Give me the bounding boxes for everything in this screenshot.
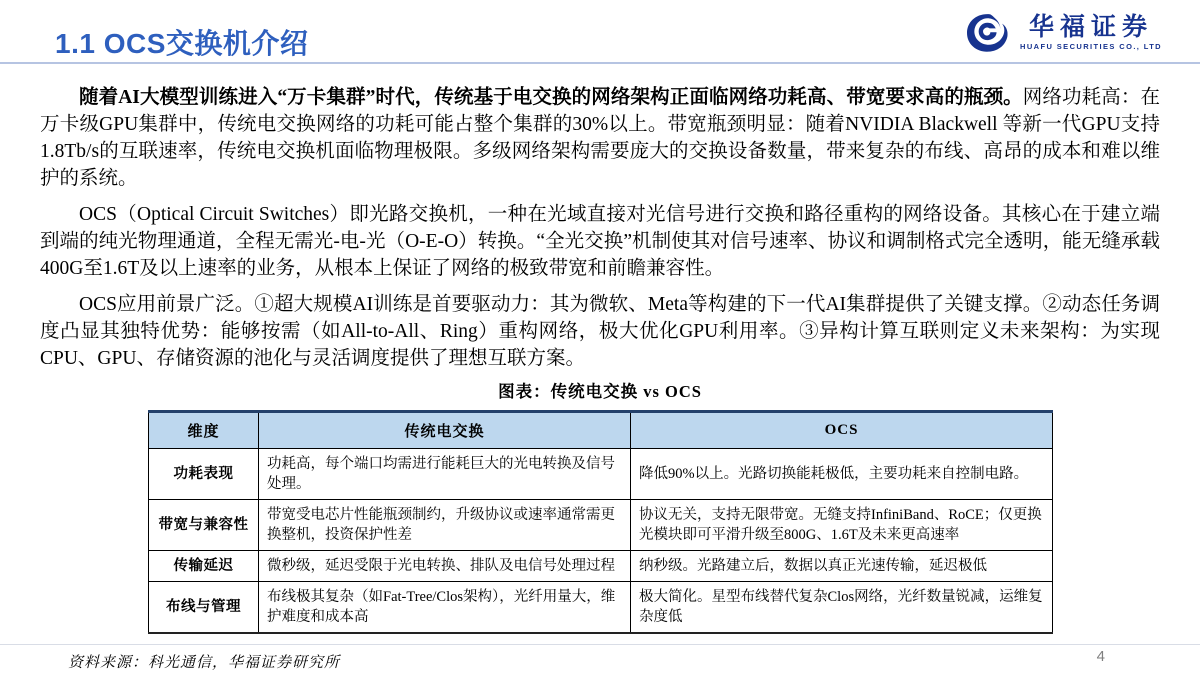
huafu-logo — [964, 12, 1162, 54]
row-bandwidth-ocs: 协议无关，支持无限带宽。无缝支持InfiniBand、RoCE；仅更换光模块即可平滑升级至800G、1.6T及未来更高速率 — [631, 500, 1053, 551]
table-row — [149, 582, 1053, 634]
body-content — [40, 84, 1160, 381]
row-latency-electrical: 微秒级，延迟受限于光电转换、排队及电信号处理过程 — [259, 551, 631, 582]
header-dimension: 维度 — [149, 412, 259, 449]
row-latency-ocs: 纳秒级。光路建立后，数据以真正光速传输，延迟极低 — [631, 551, 1053, 582]
comparison-table — [148, 410, 1053, 634]
row-bandwidth-dim: 带宽与兼容性 — [149, 500, 259, 551]
row-power-ocs: 降低90%以上。光路切换能耗极低，主要功耗来自控制电路。 — [631, 449, 1053, 500]
table-header-row — [149, 412, 1053, 449]
header-ocs: OCS — [631, 412, 1053, 449]
row-latency-dim: 传输延迟 — [149, 551, 259, 582]
logo-name-cn: 华福证券 — [1029, 14, 1154, 42]
paragraph-bottleneck — [40, 84, 1160, 192]
row-cabling-dim: 布线与管理 — [149, 582, 259, 634]
table-row — [149, 449, 1053, 500]
row-cabling-ocs: 极大简化。星型布线替代复杂Clos网络，光纤数量锐减，运维复杂度低 — [631, 582, 1053, 634]
title-divider — [0, 62, 1200, 64]
paragraph-bottleneck-lead: 随着AI大模型训练进入“万卡集群”时代，传统基于电交换的网络架构正面临网络功耗高、带宽要求高的瓶颈。 — [79, 87, 1023, 108]
row-bandwidth-electrical: 带宽受电芯片性能瓶颈制约，升级协议或速率通常需更换整机，投资保护性差 — [259, 500, 631, 551]
table-row — [149, 500, 1053, 551]
page-title: 1.1 OCS交换机介绍 — [55, 28, 309, 59]
footer-divider — [0, 644, 1200, 645]
logo-name-en: HUAFU SECURITIES CO., LTD — [1020, 42, 1162, 52]
header-electrical: 传统电交换 — [259, 412, 631, 449]
table-row — [149, 551, 1053, 582]
huafu-swirl-icon — [964, 12, 1012, 54]
page-number: 4 — [1096, 648, 1105, 665]
row-power-electrical: 功耗高，每个端口均需进行能耗巨大的光电转换及信号处理。 — [259, 449, 631, 500]
row-power-dim: 功耗表现 — [149, 449, 259, 500]
paragraph-ocs-applications: OCS应用前景广泛。①超大规模AI训练是首要驱动力：其为微软、Meta等构建的下一代AI集群提供了关键支撑。②动态任务调度凸显其独特优势：能够按需（如All-to-All、Ring）重构网络，极大优化GPU利用率。③异构计算互联则定义未来架构：为实现CPU、GPU、存储资源的池化与灵活调度提供了理想互联方案。 — [40, 294, 1160, 369]
source-note: 资料来源：科光通信，华福证券研究所 — [68, 655, 341, 671]
paragraph-bottleneck-rest: 网络功耗高：在万卡级GPU集群中，传统电交换网络的功耗可能占整个集群的30%以上。带宽瓶颈明显：随着NVIDIA Blackwell 等新一代GPU支持1.8Tb/s的互联速率，传统电交换机面临物理极限。多级网络架构需要庞大的交换设备数量，带来复杂的布线、高昂的成本和难以维护的系统。 — [40, 87, 1160, 189]
paragraph-ocs-definition: OCS（Optical Circuit Switches）即光路交换机，一种在光域直接对光信号进行交换和路径重构的网络设备。其核心在于建立端到端的纯光物理通道，全程无需光-电-光（O-E-O）转换。“全光交换”机制使其对信号速率、协议和调制格式完全透明，能无缝承载400G至1.6T及以上速率的业务，从根本上保证了网络的极致带宽和前瞻兼容性。 — [40, 204, 1160, 279]
table-caption: 图表：传统电交换 vs OCS — [498, 382, 702, 401]
row-cabling-electrical: 布线极其复杂（如Fat-Tree/Clos架构），光纤用量大，维护难度和成本高 — [259, 582, 631, 634]
